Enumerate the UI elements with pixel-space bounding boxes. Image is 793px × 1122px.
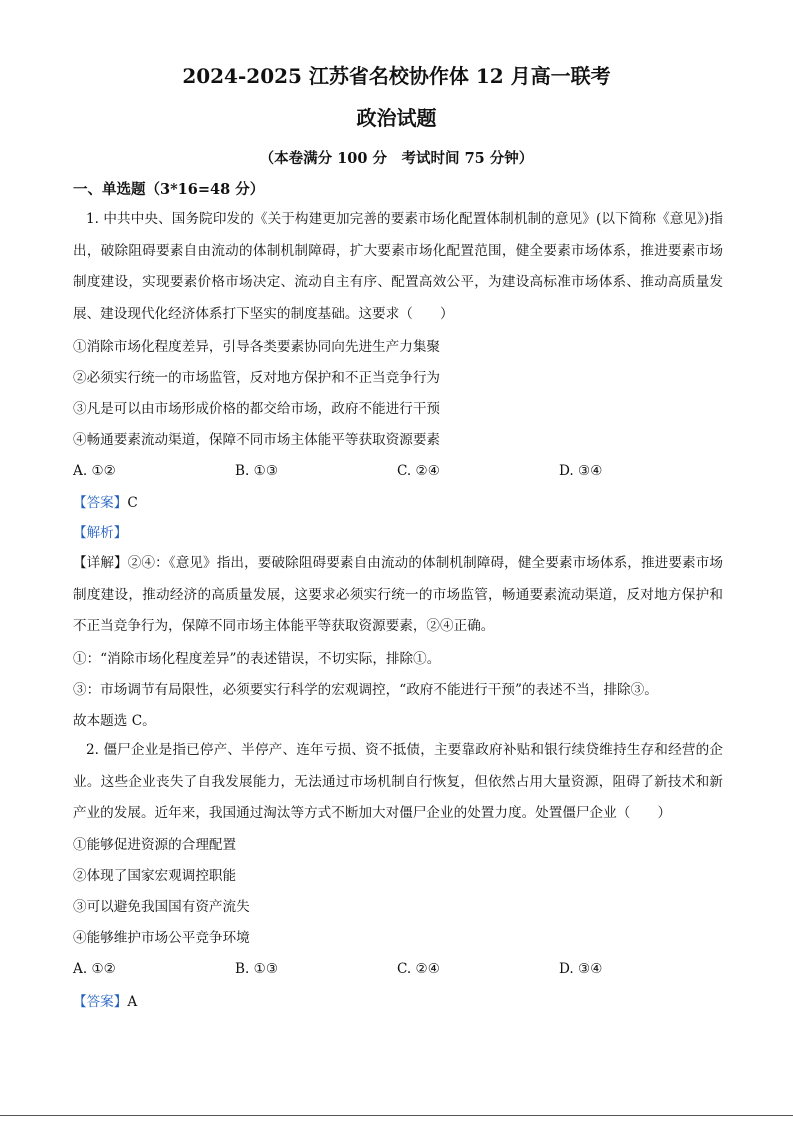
section-heading: 一、单选题（3*16=48 分） (73, 181, 265, 198)
question-2-item: ①能够促进资源的合理配置 (73, 837, 237, 853)
page-bottom-divider (0, 1115, 793, 1116)
question-2-option-d: D. ③④ (559, 961, 603, 977)
question-1-note: ③：市场调节有局限性，必须要实行科学的宏观调控，“政府不能进行干预”的表述不当，排除③。 (73, 682, 658, 698)
question-1-item: ①消除市场化程度差异，引导各类要素协同向先进生产力集聚 (73, 339, 441, 355)
question-1-option-d: D. ③④ (559, 463, 603, 479)
question-2-item: ③可以避免我国国有资产流失 (73, 899, 250, 915)
subject-title: 政治试题 (356, 106, 437, 130)
question-2-stem: 2. 僵尸企业是指已停产、半停产、连年亏损、资不抵债，主要靠政府补贴和银行续贷维持生存和经营的企业。这些企业丧失了自我发展能力，无法通过市场机制自行恢复，但依然占用大量资源，阻碍了新技术和新产业的发展。近年来，我国通过淘汰等方式不断加大对僵尸企业的处置力度。处置僵尸企业（ ） (73, 742, 723, 821)
question-1-analysis-tag: 【解析】 (73, 525, 128, 541)
answer-value: C (127, 495, 138, 511)
question-2-option-c: C. ②④ (397, 961, 440, 977)
answer-tag: 【答案】 (73, 994, 128, 1010)
question-1-detail: 【详解】②④：《意见》指出，要破除阻碍要素自由流动的体制机制障碍，健全要素市场体系，推进要素市场制度建设，推动经济的高质量发展，这要求必须实行统一的市场监管，畅通要素流动渠道，反对地方保护和不正当竞争行为，保障不同市场主体能平等获取资源要素，②④正确。 (73, 555, 724, 634)
detail-tag: 【详解】 (73, 555, 128, 571)
question-2-item: ②体现了国家宏观调控职能 (73, 868, 237, 884)
question-1-option-c: C. ②④ (397, 463, 440, 479)
question-1-stem: 1. 中共中央、国务院印发的《关于构建更加完善的要素市场化配置体制机制的意见》(以下简称《意见》)指出，破除阻碍要素自由流动的体制机制障碍，扩大要素市场化配置范围，健全要素市场体系，推进要素市场制度建设，实现要素价格市场决定、流动自主有序、配置高效公平，为建设高标准市场体系、推动高质量发展、建设现代化经济体系打下坚实的制度基础。这要求（ ） (73, 211, 723, 322)
question-2-item: ④能够维护市场公平竞争环境 (73, 930, 250, 946)
question-2-answer (73, 993, 137, 1011)
question-1-item: ③凡是可以由市场形成价格的都交给市场，政府不能进行干预 (73, 401, 441, 417)
answer-value: A (127, 994, 138, 1010)
question-1-conclusion: 故本题选 C。 (73, 713, 156, 729)
question-1-answer (73, 494, 138, 512)
question-1-option-a: A. ①② (73, 463, 116, 479)
exam-info: （本卷满分 100 分 考试时间 75 分钟） (259, 150, 534, 167)
question-1-item: ④畅通要素流动渠道，保障不同市场主体能平等获取资源要素 (73, 432, 441, 448)
question-2-option-a: A. ①② (73, 961, 116, 977)
question-1-option-b: B. ①③ (235, 463, 279, 479)
question-1-item: ②必须实行统一的市场监管，反对地方保护和不正当竞争行为 (73, 370, 441, 386)
question-1-note: ①：“消除市场化程度差异”的表述错误，不切实际，排除①。 (73, 651, 441, 667)
exam-title: 2024-2025 江苏省名校协作体 12 月高一联考 (182, 64, 611, 88)
answer-tag: 【答案】 (73, 495, 128, 511)
question-2-option-b: B. ①③ (235, 961, 279, 977)
